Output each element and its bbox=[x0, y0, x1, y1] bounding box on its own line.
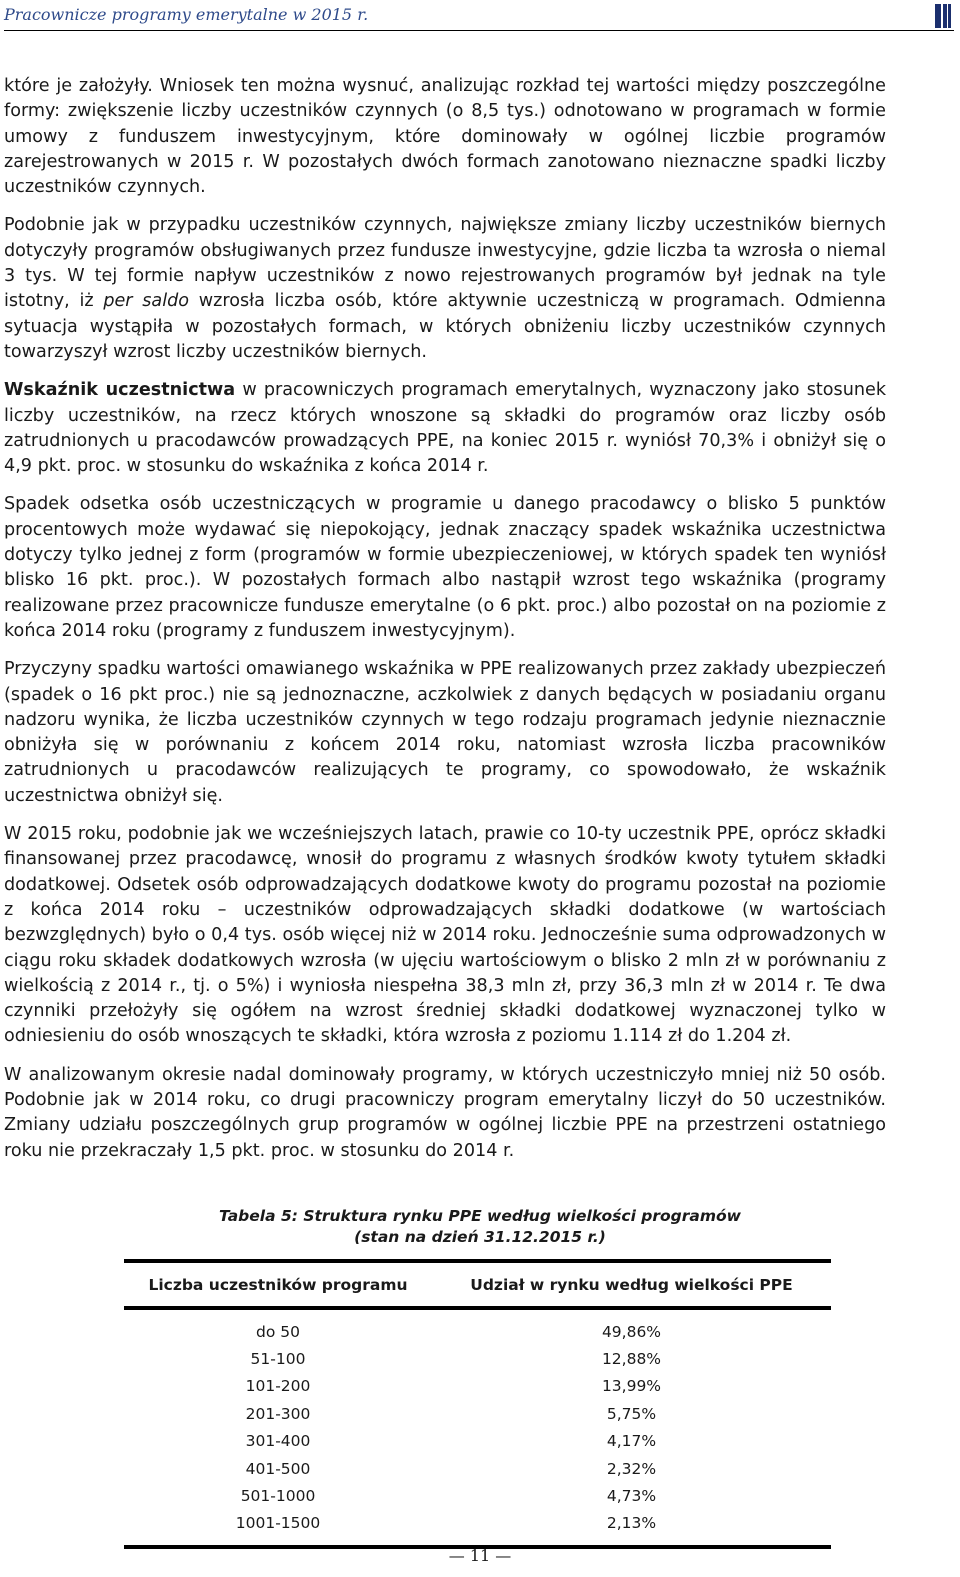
cell-size: 301-400 bbox=[245, 1432, 311, 1451]
paragraph-1: które je założyły. Wniosek ten można wysnuć, analizując rozkład tej wartości między poszczególne formy: zwiększenie liczby uczestników czynnych (o 8,5 tys.) odnotowano w programach w formie umowy z funduszem inwestycyjnym, które dominowały w ogólnej liczbie programów zarejestrowanych w 2015 r. W pozostałych dwóch formach zanotowano nieznaczne spadki liczby uczestników czynnych. bbox=[4, 76, 886, 198]
page-header bbox=[4, 2, 954, 31]
header-title: Pracownicze programy emerytalne w 2015 r. bbox=[4, 5, 369, 24]
page-number: — 11 — bbox=[448, 1546, 512, 1565]
table-row bbox=[124, 1400, 831, 1427]
bold-term: Wskaźnik uczestnictwa bbox=[4, 380, 236, 401]
paragraph-7: W analizowanym okresie nadal dominowały programy, w których uczestniczyło mniej niż 50 osób. Podobnie jak w 2014 roku, co drugi pracowniczy program emerytalny liczył do 50 uczestników. Zmiany udziału poszczególnych grup programów w ogólnej liczbie PPE na przestrzeni ostatniego roku nie przekraczały 1,5 pkt. proc. w stosunku do 2014 r. bbox=[4, 1064, 886, 1161]
cell-size: do 50 bbox=[256, 1322, 300, 1341]
table-row bbox=[124, 1482, 831, 1509]
cell-share: 5,75% bbox=[606, 1404, 657, 1423]
table-row bbox=[124, 1345, 831, 1372]
cell-share: 13,99% bbox=[601, 1377, 662, 1396]
table-row bbox=[124, 1455, 831, 1482]
table-row bbox=[124, 1510, 831, 1547]
table-row bbox=[124, 1308, 831, 1345]
paragraph-5: Przyczyny spadku wartości omawianego wskaźnika w PPE realizowanych przez zakłady ubezpieczeń (spadek o 16 pkt proc.) nie są jednoznaczne, aczkolwiek z danych będących w posiadaniu organu nadzoru wynika, że liczba uczestników czynnych w tego rodzaju programach jedynie nieznacznie obniżyła się w porównaniu z końcem 2014 roku, natomiast wzrosła liczba pracowników zatrudnionych u pracodawców realizujących te programy, co spowodowało, że wskaźnik uczestnictwa obniżył się. bbox=[4, 659, 886, 806]
latin-phrase: per saldo bbox=[103, 291, 190, 312]
knf-logo-icon bbox=[934, 2, 952, 30]
cell-size: 501-1000 bbox=[240, 1487, 316, 1506]
cell-size: 51-100 bbox=[250, 1350, 306, 1369]
paragraph-4: Spadek odsetka osób uczestniczących w programie u danego pracodawcy o blisko 5 punktów procentowych może wydawać się niepokojący, jednak znaczący spadek wskaźnika uczestnictwa dotyczy tylko jednej z form (programów w formie ubezpieczeniowej, w których spadek ten wyniósł blisko 16 pkt. proc.). W pozostałych formach albo nastąpił wzrost tego wskaźnika (programy realizowane przez pracownicze fundusze emerytalne (o 6 pkt. proc.) albo pozostał on na poziomie z końca 2014 roku (programy z funduszem inwestycyjnym). bbox=[4, 494, 886, 641]
cell-share: 49,86% bbox=[601, 1322, 662, 1341]
cell-share: 4,17% bbox=[606, 1432, 657, 1451]
paragraph-2: Podobnie jak w przypadku uczestników czynnych, największe zmiany liczby uczestników biernych dotyczyły programów obsługiwanych przez fundusze inwestycyjne, gdzie liczba ta wzrosła o niemal 3 tys. W tej formie napływ uczestników z nowo rejestrowanych programów był jednak na tyle istotny, iż per saldo wzrosła liczba osób, które aktywnie uczestniczą w programach. Odmienna sytuacja wystąpiła w pozostałych formach, w których obniżeniu liczby uczestników czynnych towarzyszył wzrost liczby uczestników biernych. bbox=[4, 215, 886, 362]
paragraph-6: W 2015 roku, podobnie jak we wcześniejszych latach, prawie co 10-ty uczestnik PPE, oprócz składki finansowanej przez pracodawcę, wnosił do programu z własnych środków kwoty tytułem składki dodatkowej. Odsetek osób odprowadzających dodatkowe kwoty do programu pozostał na poziomie z końca 2014 roku – uczestników odprowadzających składki dodatkowe (w wartościach bezwzględnych) było o 0,4 tys. osób więcej niż w 2014 roku. Jednocześnie suma odprowadzonych w ciągu roku składek dodatkowych wzrosła (w ujęciu wartościowym o blisko 2 mln zł w porównaniu z wielkością z 2014 r., tj. o 5%) i wyniosła niespełna 38,3 mln zł, przy 36,3 mln zł w 2014 r. Te dwa czynniki przełożyły się ogółem na wzrost średniej składki dodatkowej wyznaczonej tylko w odniesieniu do osób wnoszących te składki, która wzrosła z poziomu 1.114 zł do 1.204 zł. bbox=[4, 824, 886, 1047]
cell-size: 1001-1500 bbox=[235, 1514, 321, 1533]
header-market-share: Udział w rynku według wielkości PPE bbox=[432, 1261, 831, 1308]
table-row bbox=[124, 1373, 831, 1400]
cell-share: 12,88% bbox=[601, 1350, 662, 1369]
market-structure-table bbox=[124, 1259, 831, 1549]
cell-size: 401-500 bbox=[245, 1459, 311, 1478]
document-body bbox=[4, 74, 886, 1177]
table-header-row bbox=[124, 1261, 831, 1308]
cell-size: 101-200 bbox=[245, 1377, 311, 1396]
table-caption bbox=[0, 1206, 960, 1248]
cell-share: 2,13% bbox=[606, 1514, 657, 1533]
header-participants: Liczba uczestników programu bbox=[124, 1261, 432, 1308]
paragraph-3: Wskaźnik uczestnictwa w pracowniczych programach emerytalnych, wyznaczony jako stosunek liczby uczestników, na rzecz których wnoszone są składki do programów oraz liczby osób zatrudnionych u pracodawców prowadzących PPE, na koniec 2015 r. wyniósł 70,3% i obniżył się o 4,9 pkt. proc. w stosunku do wskaźnika z końca 2014 r. bbox=[4, 380, 887, 477]
cell-size: 201-300 bbox=[245, 1404, 311, 1423]
cell-share: 4,73% bbox=[606, 1487, 657, 1506]
market-structure-table-wrapper bbox=[124, 1259, 831, 1549]
table-row bbox=[124, 1428, 831, 1455]
cell-share: 2,32% bbox=[606, 1459, 657, 1478]
table-caption-line-1: Tabela 5: Struktura rynku PPE według wielkości programów bbox=[218, 1207, 742, 1225]
table-caption-line-2: (stan na dzień 31.12.2015 r.) bbox=[354, 1228, 606, 1246]
